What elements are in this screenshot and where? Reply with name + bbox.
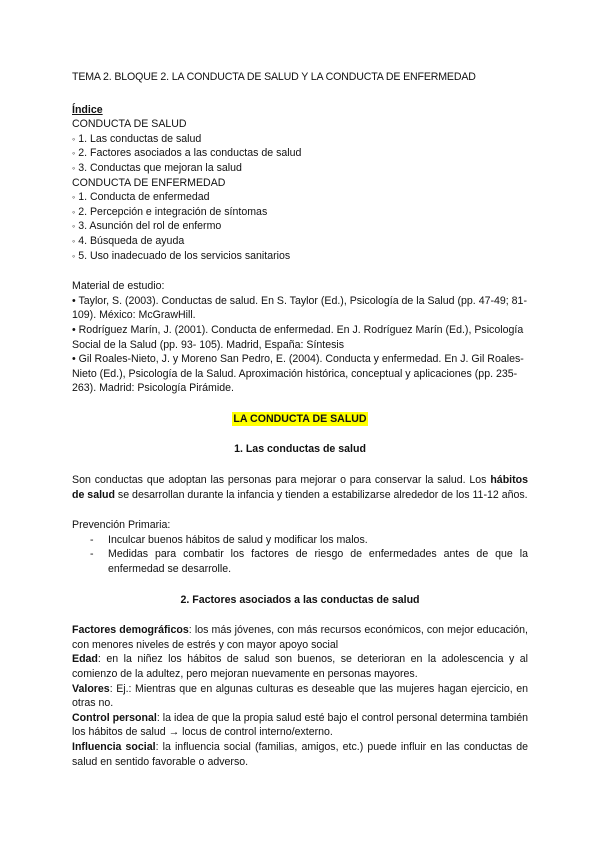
index-item: ◦ 1. Conducta de enfermedad — [72, 190, 528, 205]
index-title: Índice — [72, 103, 103, 116]
index-item: ◦ 2. Factores asociados a las conductas de salud — [72, 146, 528, 161]
factor-term: Valores — [72, 682, 110, 695]
factor-term: Edad — [72, 653, 98, 666]
factor-term: Factores demográficos — [72, 624, 189, 637]
study-material-title: Material de estudio: — [72, 280, 165, 293]
index-item: ◦ 5. Uso inadecuado de los servicios sanitarios — [72, 249, 528, 264]
factor-item: Edad: en la niñez los hábitos de salud son buenos, se deterioran en la adolescencia y al comienzo de la adultez, pero mejoran nuevamente en personas mayores. — [72, 653, 528, 680]
factor-term: Influencia social — [72, 740, 156, 753]
document-content — [72, 70, 528, 769]
index-item: ◦ 3. Conductas que mejoran la salud — [72, 161, 528, 176]
main-heading: LA CONDUCTA DE SALUD — [233, 412, 367, 425]
factor-term: Control personal — [72, 711, 157, 724]
prevention-title: Prevención Primaria: — [72, 519, 171, 532]
section2-title: 2. Factores asociados a las conductas de salud — [180, 593, 420, 606]
index-item: ◦ 2. Percepción e integración de síntomas — [72, 205, 528, 220]
index-item: ◦ 4. Búsqueda de ayuda — [72, 234, 528, 249]
index-item: ◦ 3. Asunción del rol de enfermo — [72, 219, 528, 234]
reference-item: • Rodríguez Marín, J. (2001). Conducta de enfermedad. En J. Rodríguez Marín (Ed.), Psicología Social de la Salud (pp. 93- 105). Madrid, España: Síntesis — [72, 323, 524, 351]
reference-item: • Taylor, S. (2003). Conductas de salud. En S. Taylor (Ed.), Psicología de la Salud (pp. 47-49; 81-109). México: McGrawHill. — [72, 294, 527, 322]
factor-item: Factores demográficos: los más jóvenes, con más recursos económicos, con mejor educación, con menores niveles de estrés y con mayor apoyo social — [72, 624, 528, 651]
reference-item: • Gil Roales-Nieto, J. y Moreno San Pedro, E. (2004). Conducta y enfermedad. En J. Gil Roales-Nieto (Ed.), Psicología de la Salud. Aproximación histórica, conceptual y aplicaciones (pp. 235- 263). Madrid: Psicología Pirámide. — [72, 353, 524, 395]
factor-item: Valores: Ej.: Mientras que en algunas culturas es deseable que las mujeres hagan ejercicio, en otras no. — [72, 682, 528, 710]
document-header: TEMA 2. BLOQUE 2. LA CONDUCTA DE SALUD Y LA CONDUCTA DE ENFERMEDAD — [72, 71, 476, 83]
main-heading-wrap — [72, 412, 528, 427]
prevention-item: - Inculcar buenos hábitos de salud y modificar los malos. — [72, 533, 528, 548]
prevention-list — [72, 533, 528, 577]
index-item: ◦ 1. Las conductas de salud — [72, 132, 528, 147]
index-section-illness: CONDUCTA DE ENFERMEDAD — [72, 176, 226, 189]
factor-item: Influencia social: la influencia social (familias, amigos, etc.) puede influir en las conductas de salud en sentido favorable o adverso. — [72, 740, 528, 768]
healthy-habits-term: hábitos de salud — [72, 474, 528, 501]
section1-title: 1. Las conductas de salud — [234, 443, 366, 456]
factor-item: Control personal: la idea de que la propia salud esté bajo el control personal determina también los hábitos de salud → locus de control interno/externo. — [72, 711, 528, 739]
index-section-health: CONDUCTA DE SALUD — [72, 118, 187, 131]
section1-paragraph: Son conductas que adoptan las personas para mejorar o para conservar la salud. Los hábitos de salud se desarrollan durante la infancia y tienden a estabilizarse alrededor de los 11-12 años. — [72, 474, 528, 501]
prevention-item: - Medidas para combatir los factores de riesgo de enfermedades antes de que la enfermedad se desarrolle. — [72, 547, 528, 576]
